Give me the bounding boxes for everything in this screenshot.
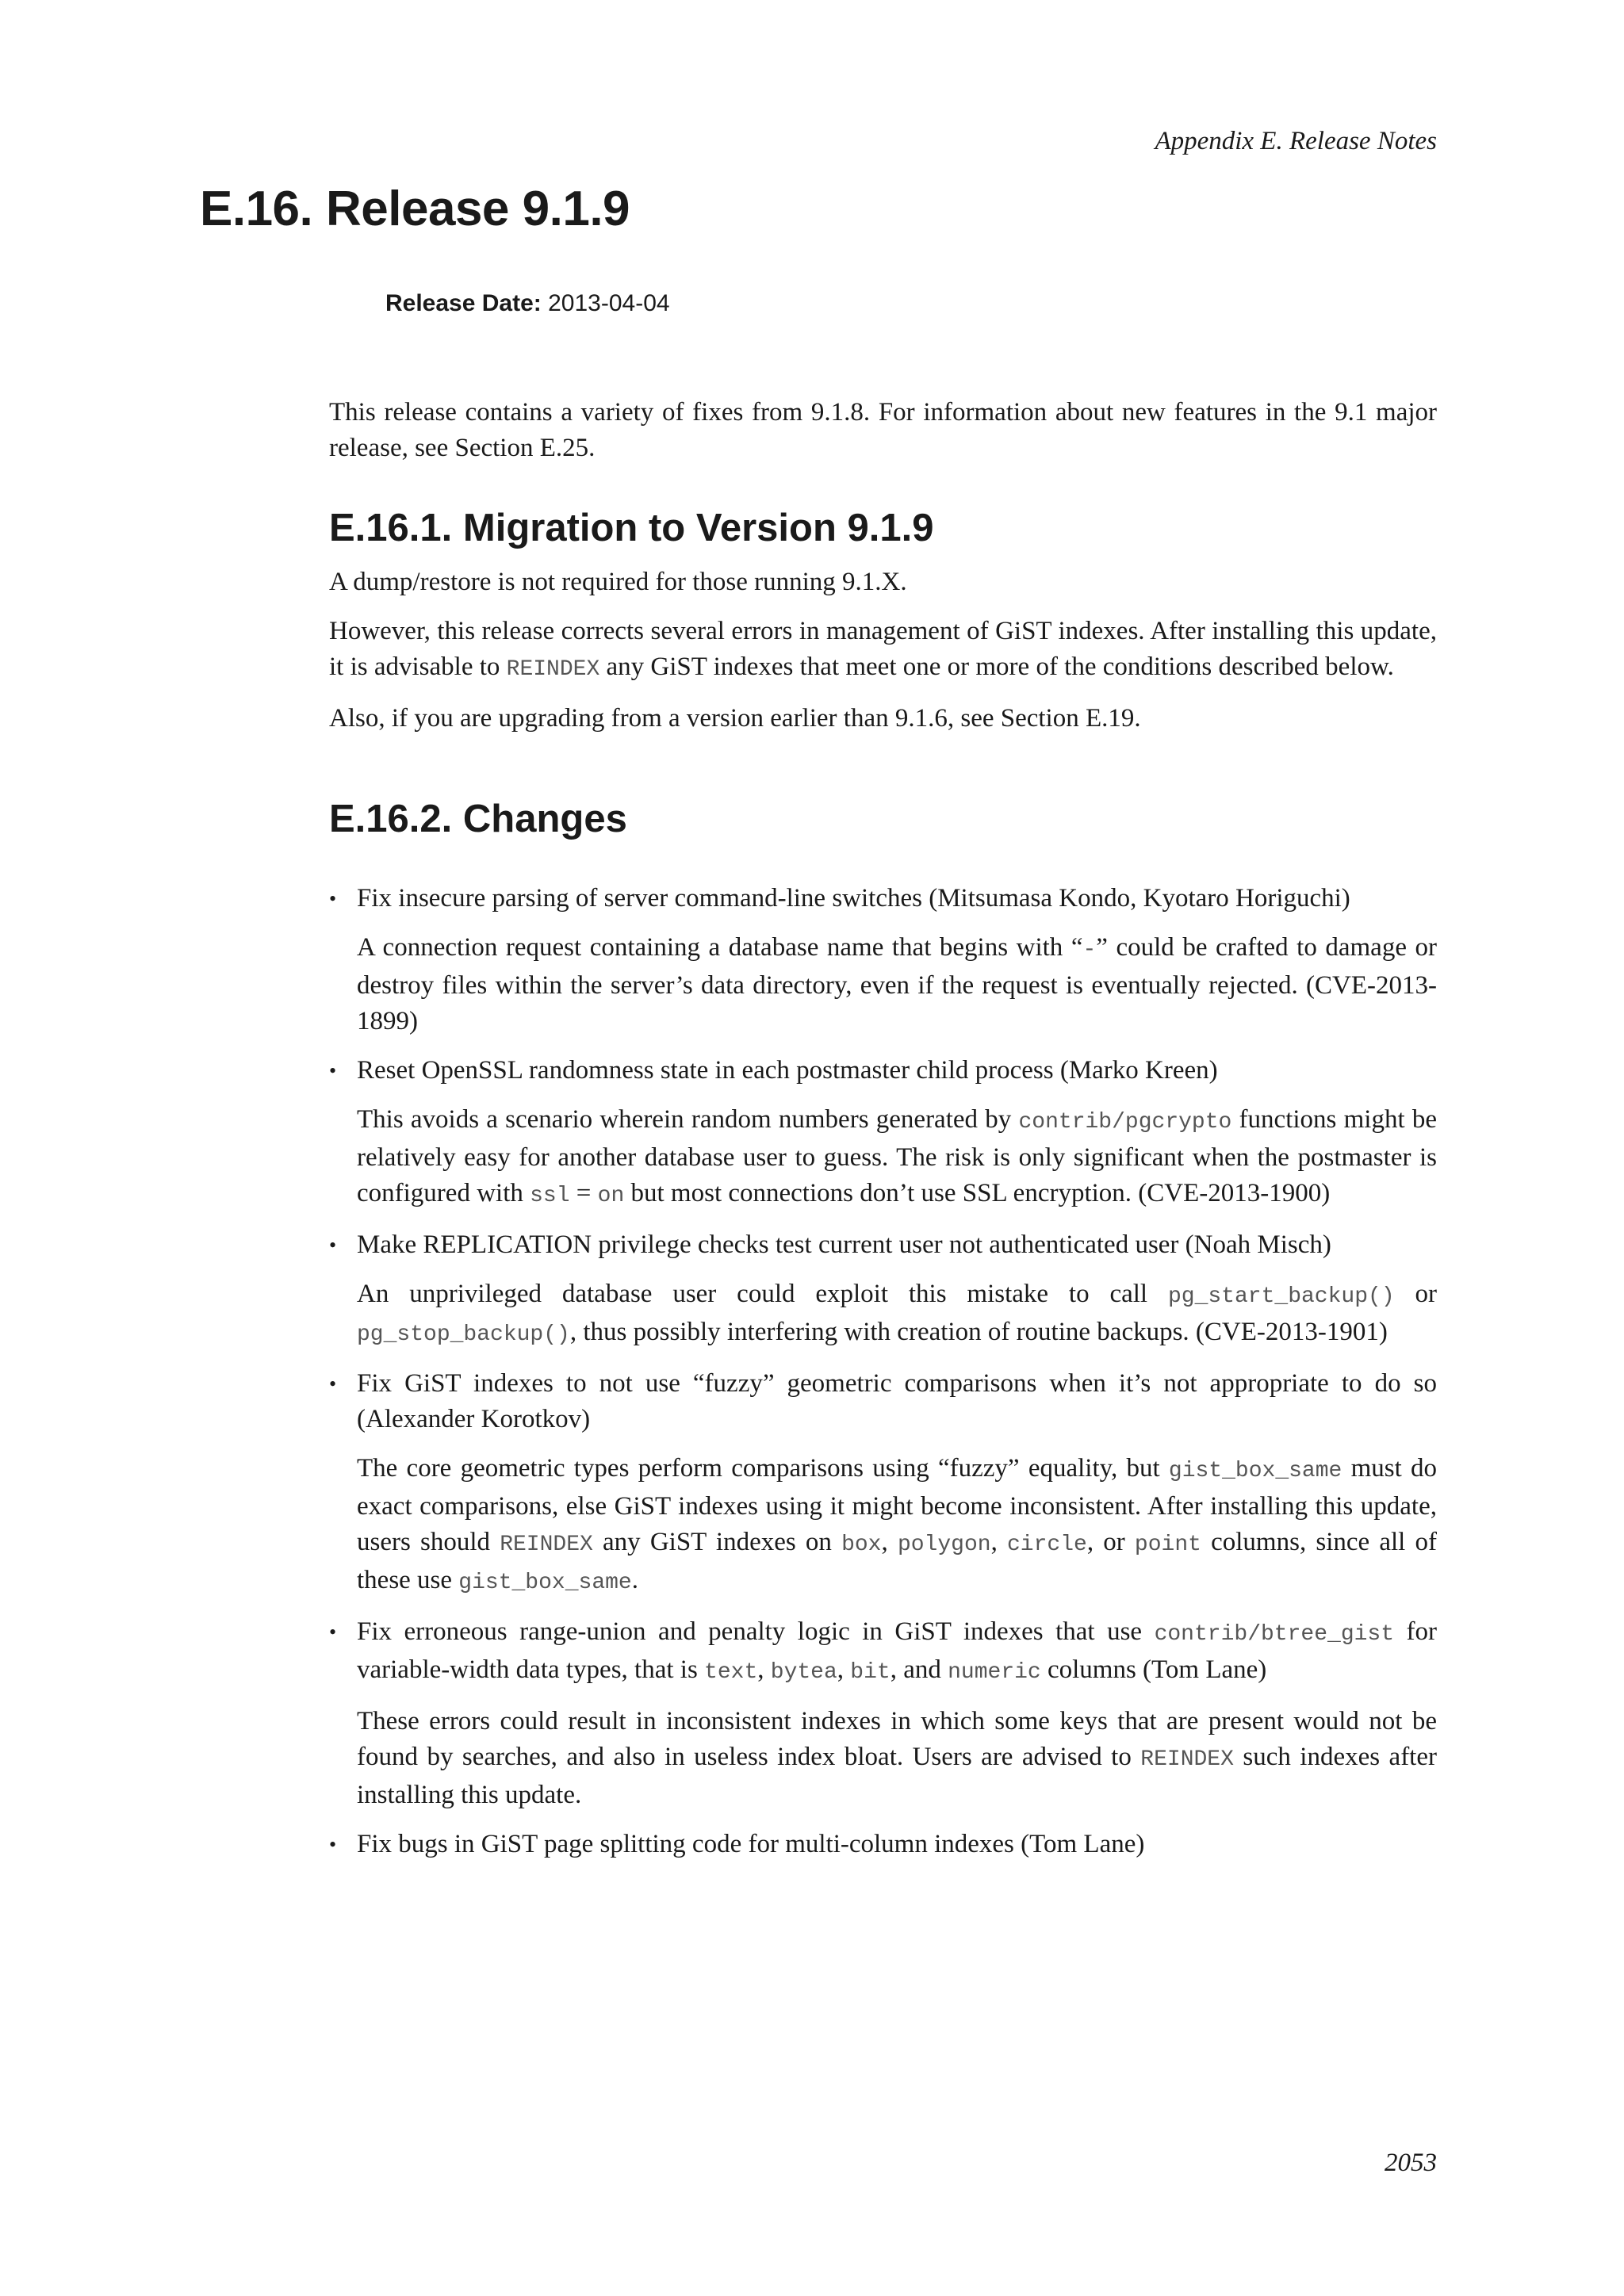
item-lead: Fix GiST indexes to not use “fuzzy” geometric comparisons when it’s not appropriate to do so (Alexander Korotkov) (357, 1369, 1437, 1433)
migration-paragraph-1: A dump/restore is not required for those running 9.1.X. (329, 568, 907, 596)
release-date (385, 290, 670, 317)
item-description: The core geometric types perform comparisons using “fuzzy” equality, but gist_box_same must do exact comparisons, else GiST indexes using it might become inconsistent. After installing this update, users should REINDEX any GiST indexes on box, polygon, circle, or point columns, since all of these use gist_box_same. (357, 1454, 1437, 1595)
list-item (329, 881, 1437, 1039)
main-content (329, 395, 1437, 1876)
intro-paragraph: This release contains a variety of fixes from 9.1.8. For information about new features in the 9.1 major release, see Section E.25. (329, 398, 1437, 462)
page-number: 2053 (1385, 2149, 1437, 2177)
bullet: • (329, 1372, 337, 1395)
item-description: This avoids a scenario wherein random numbers generated by contrib/pgcrypto functions might be relatively easy for another database user to guess. The risk is only significant when the postmaster is configured with ssl = on but most connections don’t use SSL encryption. (CVE-2013-1900) (357, 1105, 1437, 1208)
item-description: An unprivileged database user could exploit this mistake to call pg_start_backup() or pg_stop_backup(), thus possibly interfering with creation of routine backups. (CVE-2013-1901) (357, 1280, 1437, 1347)
bullet: • (329, 1621, 337, 1644)
bullet: • (329, 1234, 337, 1257)
list-item (329, 1053, 1437, 1214)
item-lead: Reset OpenSSL randomness state in each postmaster child process (Marko Kreen) (357, 1056, 1218, 1085)
running-header: Appendix E. Release Notes (1155, 127, 1437, 155)
list-item (329, 1227, 1437, 1353)
bullet: • (329, 887, 337, 910)
list-item (329, 1614, 1437, 1813)
list-item (329, 1827, 1437, 1862)
migration-paragraph-3: Also, if you are upgrading from a version earlier than 9.1.6, see Section E.19. (329, 704, 1141, 733)
bullet: • (329, 1833, 337, 1856)
changes-list (329, 881, 1437, 1862)
item-description: A connection request containing a database name that begins with “-” could be crafted to damage or destroy files within the server’s data directory, even if the request is eventually rejected. (CVE-2013-1899) (357, 933, 1437, 1035)
item-description: These errors could result in inconsistent indexes in which some keys that are present would not be found by searches, and also in useless index bloat. Users are advised to REINDEX such indexes after installing this update. (357, 1707, 1437, 1809)
migration-section-title: E.16.1. Migration to Version 9.1.9 (329, 507, 934, 549)
release-date-value: 2013-04-04 (548, 290, 670, 316)
item-lead: Make REPLICATION privilege checks test current user not authenticated user (Noah Misch) (357, 1230, 1331, 1259)
migration-paragraph-2: However, this release corrects several errors in management of GiST indexes. After installing this update, it is advisable to REINDEX any GiST indexes that meet one or more of the conditions described below. (329, 617, 1437, 682)
release-date-label: Release Date: (385, 290, 542, 316)
list-item (329, 1366, 1437, 1601)
item-lead: Fix insecure parsing of server command-line switches (Mitsumasa Kondo, Kyotaro Horiguchi) (357, 884, 1350, 913)
item-lead: Fix bugs in GiST page splitting code for multi-column indexes (Tom Lane) (357, 1830, 1145, 1858)
chapter-title: E.16. Release 9.1.9 (200, 182, 630, 236)
item-lead: Fix erroneous range-union and penalty logic in GiST indexes that use contrib/btree_gist for variable-width data types, that is text, bytea, bit, and numeric columns (Tom Lane) (357, 1617, 1437, 1685)
bullet: • (329, 1059, 337, 1082)
changes-section-title: E.16.2. Changes (329, 798, 627, 840)
code-reindex: REINDEX (506, 657, 600, 682)
